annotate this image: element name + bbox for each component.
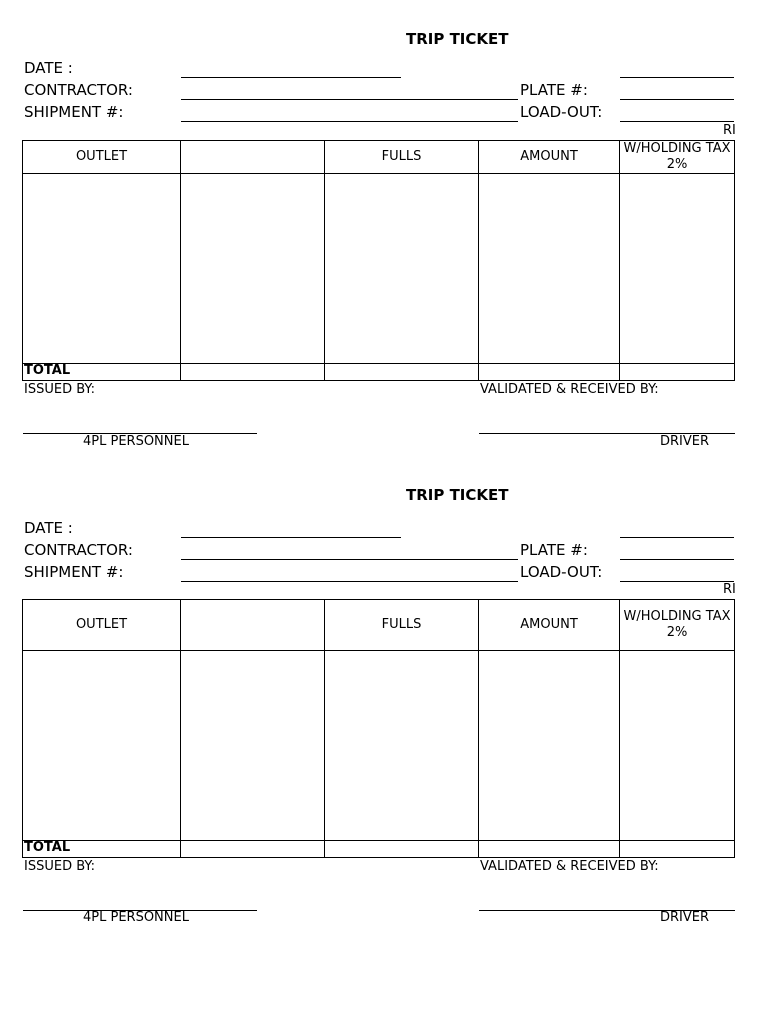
- total-withholding-cell[interactable]: [620, 841, 735, 858]
- withholding-cell[interactable]: [620, 651, 735, 841]
- issued-by-label: ISSUED BY:: [24, 859, 96, 874]
- loadout-field[interactable]: [620, 121, 734, 122]
- fulls-cell[interactable]: [325, 174, 479, 364]
- col-header-amount: AMOUNT: [479, 600, 620, 651]
- col-header-blank: [181, 141, 325, 174]
- fulls-cell[interactable]: [325, 651, 479, 841]
- contractor-label: CONTRACTOR:: [24, 541, 133, 559]
- shipment-field[interactable]: [181, 581, 518, 582]
- ticket-title: TRIP TICKET: [406, 486, 509, 504]
- issued-by-label: ISSUED BY:: [24, 382, 96, 397]
- total-fulls-cell[interactable]: [325, 364, 479, 381]
- total-cell[interactable]: [181, 841, 325, 858]
- validated-by-label: VALIDATED & RECEIVED BY:: [480, 859, 659, 874]
- total-label: TOTAL: [23, 841, 181, 858]
- shipment-label: SHIPMENT #:: [24, 103, 124, 121]
- validated-by-label: VALIDATED & RECEIVED BY:: [480, 382, 659, 397]
- date-label: DATE :: [24, 59, 73, 77]
- total-row: [23, 841, 735, 858]
- total-withholding-cell[interactable]: [620, 364, 735, 381]
- withholding-cell[interactable]: [620, 174, 735, 364]
- ri-label: RI: [723, 582, 736, 597]
- col-header-outlet: OUTLET: [23, 141, 181, 174]
- trip-table: [22, 140, 735, 381]
- plate-field[interactable]: [620, 559, 734, 560]
- blank-cell[interactable]: [181, 651, 325, 841]
- total-row: [23, 364, 735, 381]
- amount-cell[interactable]: [479, 651, 620, 841]
- plate-label: PLATE #:: [520, 541, 588, 559]
- plate-label: PLATE #:: [520, 81, 588, 99]
- col-header-fulls: FULLS: [325, 141, 479, 174]
- receiver-role: DRIVER: [660, 434, 710, 449]
- issuer-role: 4PL PERSONNEL: [83, 910, 189, 925]
- ref-field[interactable]: [620, 77, 734, 78]
- col-header-fulls: FULLS: [325, 600, 479, 651]
- contractor-label: CONTRACTOR:: [24, 81, 133, 99]
- total-label: TOTAL: [23, 364, 181, 381]
- shipment-field[interactable]: [181, 121, 518, 122]
- outlet-cell[interactable]: [23, 651, 181, 841]
- ri-label: RI: [723, 123, 736, 138]
- col-header-withholding: W/HOLDING TAX 2%: [620, 600, 735, 651]
- total-amount-cell[interactable]: [479, 364, 620, 381]
- ticket-title: TRIP TICKET: [406, 30, 509, 48]
- plate-field[interactable]: [620, 99, 734, 100]
- amount-cell[interactable]: [479, 174, 620, 364]
- issuer-role: 4PL PERSONNEL: [83, 434, 189, 449]
- outlet-cell[interactable]: [23, 174, 181, 364]
- total-amount-cell[interactable]: [479, 841, 620, 858]
- contractor-field[interactable]: [181, 559, 518, 560]
- table-row: [23, 651, 735, 841]
- col-header-blank: [181, 600, 325, 651]
- date-label: DATE :: [24, 519, 73, 537]
- loadout-label: LOAD-OUT:: [520, 103, 603, 121]
- col-header-amount: AMOUNT: [479, 141, 620, 174]
- contractor-field[interactable]: [181, 99, 518, 100]
- blank-cell[interactable]: [181, 174, 325, 364]
- col-header-withholding: W/HOLDING TAX 2%: [620, 141, 735, 174]
- table-row: [23, 174, 735, 364]
- total-cell[interactable]: [181, 364, 325, 381]
- shipment-label: SHIPMENT #:: [24, 563, 124, 581]
- date-field[interactable]: [181, 77, 401, 78]
- trip-table: [22, 599, 735, 858]
- ref-field[interactable]: [620, 537, 734, 538]
- date-field[interactable]: [181, 537, 401, 538]
- col-header-outlet: OUTLET: [23, 600, 181, 651]
- loadout-label: LOAD-OUT:: [520, 563, 603, 581]
- receiver-role: DRIVER: [660, 910, 710, 925]
- total-fulls-cell[interactable]: [325, 841, 479, 858]
- loadout-field[interactable]: [620, 581, 734, 582]
